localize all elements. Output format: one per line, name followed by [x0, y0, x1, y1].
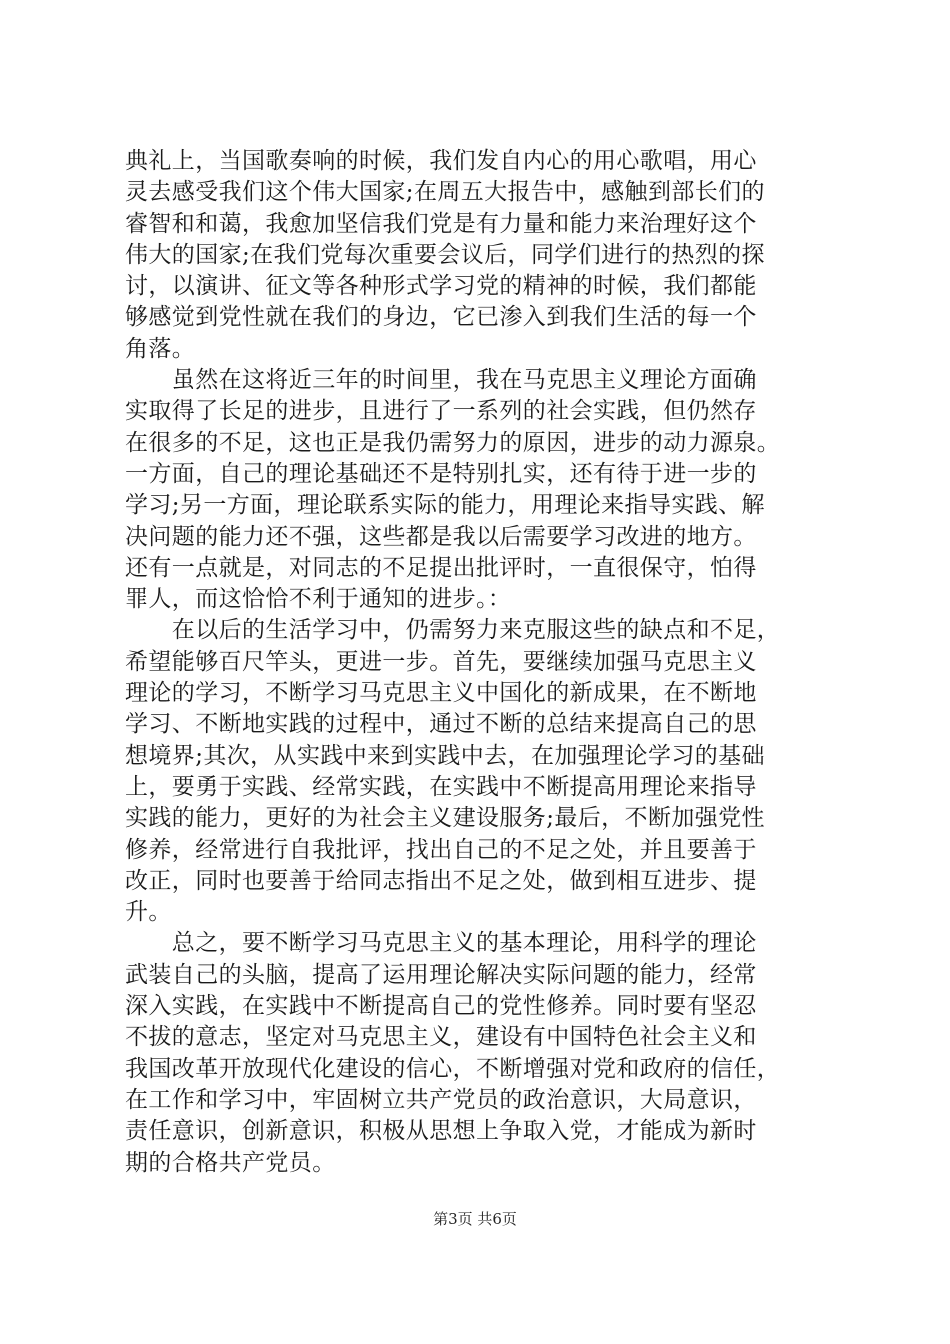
text-line: 武装自己的头脑，提高了运用理论解决实际问题的能力，经常 [125, 961, 757, 988]
text-line: 角落。 [125, 335, 196, 362]
text-line: 罪人，而这恰恰不利于通知的进步。： [125, 586, 512, 613]
text-line: 期的合格共产党员。 [125, 1149, 336, 1176]
text-line: 在很多的不足，这也正是我仍需努力的原因，进步的动力源泉。 [125, 429, 781, 456]
text-line: 希望能够百尺竿头，更进一步。首先，要继续加强马克思主义 [125, 648, 757, 675]
text-line: 不拔的意志，坚定对马克思主义，建设有中国特色社会主义和 [125, 1024, 757, 1051]
text-line: 学习、不断地实践的过程中，通过不断的总结来提高自己的思 [125, 711, 757, 738]
text-line: 我国改革开放现代化建设的信心，不断增强对党和政府的信任， [125, 1055, 781, 1082]
text-line: 一方面，自己的理论基础还不是特别扎实，还有待于进一步的 [125, 460, 757, 487]
text-line: 睿智和和蔼，我愈加坚信我们党是有力量和能力来治理好这个 [125, 210, 757, 237]
text-line: 够感觉到党性就在我们的身边，它已渗入到我们生活的每一个 [125, 304, 757, 331]
text-line: 上，要勇于实践、经常实践，在实践中不断提高用理论来指导 [125, 773, 757, 800]
text-line: 学习;另一方面，理论联系实际的能力，用理论来指导实践、解 [125, 492, 765, 519]
text-line: 理论的学习，不断学习马克思主义中国化的新成果，在不断地 [125, 680, 757, 707]
text-line: 灵去感受我们这个伟大国家;在周五大报告中，感触到部长们的 [125, 179, 765, 206]
page-number-footer: 第3页 共6页 [433, 1210, 517, 1228]
text-line: 修养，经常进行自我批评，找出自己的不足之处，并且要善于 [125, 836, 757, 863]
text-line: 升。 [125, 899, 172, 926]
text-line: 实践的能力，更好的为社会主义建设服务;最后，不断加强党性 [125, 805, 765, 832]
text-line: 实取得了长足的进步，且进行了一系列的社会实践，但仍然存 [125, 398, 757, 425]
text-line: 伟大的国家;在我们党每次重要会议后，同学们进行的热烈的探 [125, 241, 765, 268]
text-line: 总之，要不断学习马克思主义的基本理论，用科学的理论 [125, 930, 757, 957]
text-line: 在工作和学习中，牢固树立共产党员的政治意识，大局意识， [125, 1086, 757, 1113]
text-line: 改正，同时也要善于给同志指出不足之处，做到相互进步、提 [125, 867, 757, 894]
text-line: 在以后的生活学习中，仍需努力来克服这些的缺点和不足， [125, 617, 781, 644]
text-line: 讨，以演讲、征文等各种形式学习党的精神的时候，我们都能 [125, 273, 757, 300]
document-body [125, 146, 831, 1179]
text-line: 还有一点就是，对同志的不足提出批评时，一直很保守，怕得 [125, 554, 757, 581]
text-line: 决问题的能力还不强，这些都是我以后需要学习改进的地方。 [125, 523, 757, 550]
text-line: 虽然在这将近三年的时间里，我在马克思主义理论方面确 [125, 367, 757, 394]
text-line: 典礼上，当国歌奏响的时候，我们发自内心的用心歌唱，用心 [125, 148, 757, 174]
text-line: 责任意识，创新意识，积极从思想上争取入党，才能成为新时 [125, 1118, 757, 1145]
text-line: 深入实践，在实践中不断提高自己的党性修养。同时要有坚忍 [125, 993, 757, 1020]
text-line: 想境界;其次，从实践中来到实践中去，在加强理论学习的基础 [125, 742, 765, 769]
